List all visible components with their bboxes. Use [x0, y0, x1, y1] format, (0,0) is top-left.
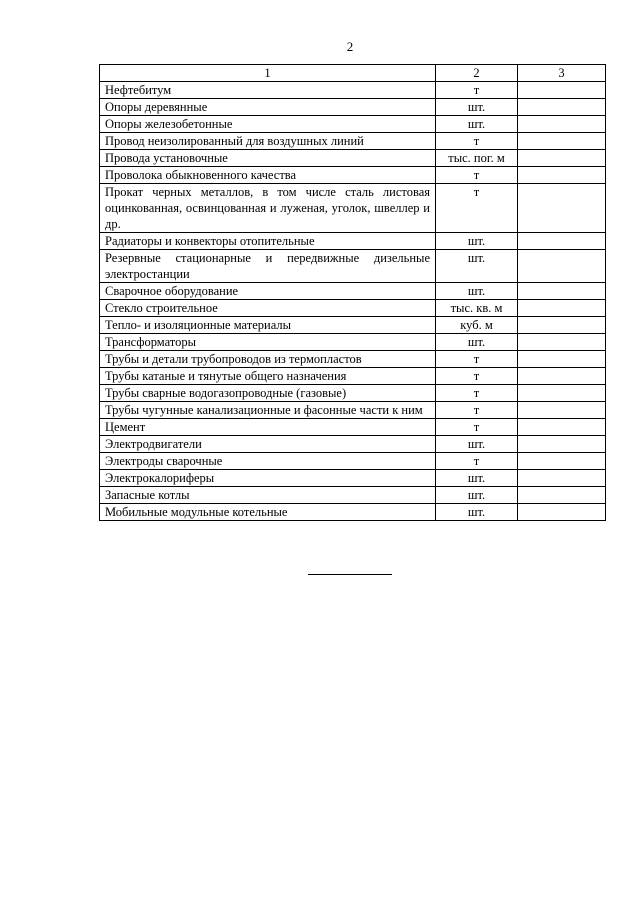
table-row	[100, 368, 606, 385]
row-unit-cell: шт.	[436, 334, 518, 351]
table-row	[100, 82, 606, 99]
row-col3-cell	[518, 133, 606, 150]
table-row	[100, 487, 606, 504]
row-unit-cell: т	[436, 453, 518, 470]
row-unit-cell: т	[436, 368, 518, 385]
table-row	[100, 334, 606, 351]
table-row	[100, 300, 606, 317]
table-row	[100, 419, 606, 436]
row-name-cell: Трубы сварные водогазопроводные (газовые)	[100, 385, 436, 402]
row-name-cell: Электрокалориферы	[100, 470, 436, 487]
row-col3-cell	[518, 334, 606, 351]
row-col3-cell	[518, 351, 606, 368]
table-row	[100, 470, 606, 487]
row-unit-cell: шт.	[436, 436, 518, 453]
row-col3-cell	[518, 402, 606, 419]
row-col3-cell	[518, 419, 606, 436]
row-unit-cell: шт.	[436, 99, 518, 116]
row-unit-cell: шт.	[436, 116, 518, 133]
row-unit-cell: т	[436, 419, 518, 436]
row-name-cell: Резервные стационарные и передвижные дизельные электростанции	[100, 250, 436, 283]
table-header-row	[100, 65, 606, 82]
row-name-cell: Электроды сварочные	[100, 453, 436, 470]
row-name-cell: Трансформаторы	[100, 334, 436, 351]
table-row	[100, 133, 606, 150]
row-unit-cell: т	[436, 385, 518, 402]
row-col3-cell	[518, 368, 606, 385]
row-col3-cell	[518, 470, 606, 487]
row-col3-cell	[518, 385, 606, 402]
row-name-cell: Электродвигатели	[100, 436, 436, 453]
table-row	[100, 283, 606, 300]
row-col3-cell	[518, 167, 606, 184]
row-unit-cell: т	[436, 184, 518, 233]
end-rule	[308, 574, 392, 575]
row-name-cell: Провод неизолированный для воздушных линий	[100, 133, 436, 150]
row-col3-cell	[518, 487, 606, 504]
row-unit-cell: куб. м	[436, 317, 518, 334]
row-name-cell: Цемент	[100, 419, 436, 436]
header-cell-3: 3	[518, 65, 606, 82]
row-unit-cell: т	[436, 82, 518, 99]
row-name-cell: Опоры деревянные	[100, 99, 436, 116]
table-row	[100, 453, 606, 470]
table-row	[100, 385, 606, 402]
table-row	[100, 167, 606, 184]
row-col3-cell	[518, 233, 606, 250]
row-col3-cell	[518, 250, 606, 283]
row-col3-cell	[518, 300, 606, 317]
table-row	[100, 351, 606, 368]
row-unit-cell: шт.	[436, 487, 518, 504]
header-cell-2: 2	[436, 65, 518, 82]
table-row	[100, 504, 606, 521]
row-name-cell: Стекло строительное	[100, 300, 436, 317]
row-name-cell: Радиаторы и конвекторы отопительные	[100, 233, 436, 250]
row-name-cell: Трубы катаные и тянутые общего назначения	[100, 368, 436, 385]
row-name-cell: Трубы и детали трубопроводов из термопластов	[100, 351, 436, 368]
row-unit-cell: т	[436, 167, 518, 184]
row-col3-cell	[518, 504, 606, 521]
row-name-cell: Провода установочные	[100, 150, 436, 167]
row-unit-cell: т	[436, 351, 518, 368]
table-row	[100, 99, 606, 116]
row-col3-cell	[518, 99, 606, 116]
row-name-cell: Прокат черных металлов, в том числе сталь листовая оцинкованная, освинцованная и луженая, уголок, швеллер и др.	[100, 184, 436, 233]
row-unit-cell: шт.	[436, 250, 518, 283]
row-name-cell: Трубы чугунные канализационные и фасонные части к ним	[100, 402, 436, 419]
row-unit-cell: тыс. пог. м	[436, 150, 518, 167]
row-unit-cell: т	[436, 133, 518, 150]
row-col3-cell	[518, 436, 606, 453]
table-row	[100, 184, 606, 233]
row-unit-cell: шт.	[436, 233, 518, 250]
table-row	[100, 402, 606, 419]
row-col3-cell	[518, 150, 606, 167]
table-row	[100, 317, 606, 334]
page-number: 2	[346, 39, 354, 54]
row-name-cell: Опоры железобетонные	[100, 116, 436, 133]
row-name-cell: Сварочное оборудование	[100, 283, 436, 300]
row-col3-cell	[518, 184, 606, 233]
table-row	[100, 436, 606, 453]
row-unit-cell: шт.	[436, 504, 518, 521]
row-col3-cell	[518, 82, 606, 99]
table-row	[100, 150, 606, 167]
row-name-cell: Тепло- и изоляционные материалы	[100, 317, 436, 334]
row-col3-cell	[518, 453, 606, 470]
materials-table	[99, 64, 606, 521]
row-col3-cell	[518, 317, 606, 334]
row-name-cell: Проволока обыкновенного качества	[100, 167, 436, 184]
row-unit-cell: шт.	[436, 470, 518, 487]
row-col3-cell	[518, 116, 606, 133]
table-row	[100, 250, 606, 283]
row-name-cell: Запасные котлы	[100, 487, 436, 504]
row-unit-cell: тыс. кв. м	[436, 300, 518, 317]
row-unit-cell: шт.	[436, 283, 518, 300]
table-row	[100, 233, 606, 250]
table-row	[100, 116, 606, 133]
row-col3-cell	[518, 283, 606, 300]
header-cell-1: 1	[100, 65, 436, 82]
row-name-cell: Нефтебитум	[100, 82, 436, 99]
row-unit-cell: т	[436, 402, 518, 419]
row-name-cell: Мобильные модульные котельные	[100, 504, 436, 521]
